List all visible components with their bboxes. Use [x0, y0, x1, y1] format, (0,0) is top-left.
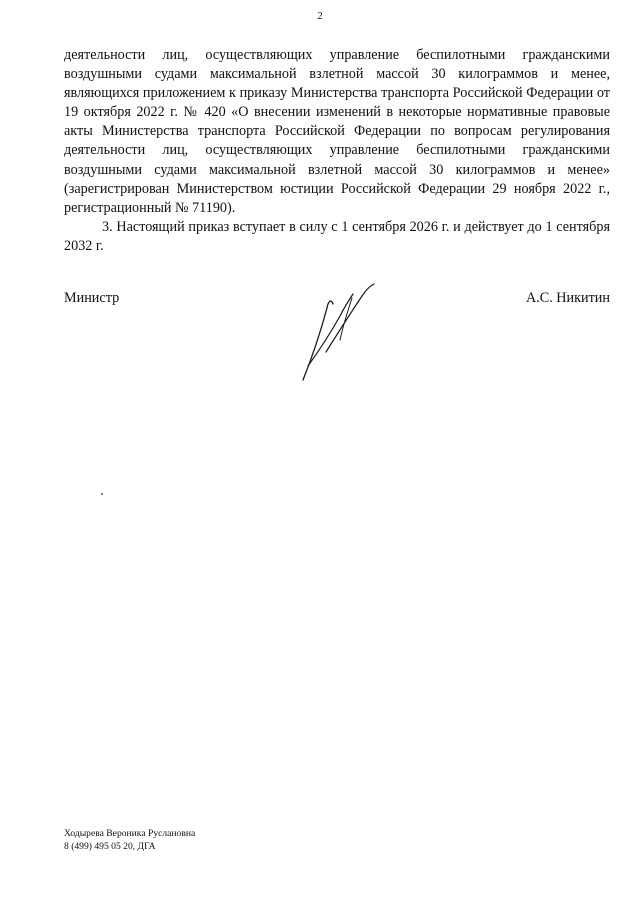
handwritten-signature	[296, 282, 386, 387]
document-body	[64, 46, 610, 256]
executor-contact	[64, 827, 195, 853]
page-number: 2	[317, 10, 323, 22]
paragraph-effective-date: 3. Настоящий приказ вступает в силу с 1 сентября 2026 г. и действует до 1 сентября 2032 г.	[64, 218, 610, 254]
executor-phone: 8 (499) 495 05 20, ДГА	[64, 841, 156, 852]
executor-name: Ходырева Вероника Руслановна	[64, 828, 196, 839]
paragraph-continuation: деятельности лиц, осуществляющих управление беспилотными гражданскими воздушными судами максимальной взлетной массой 30 килограммов и менее, являющихся приложением к приказу Министерства транспорта Российской Федерации от 19 октября 2022 г. № 420 «О внесении изменений в некоторые нормативные правовые акты Министерства транспорта Российской Федерации по вопросам регулирования деятельности лиц, осуществляющих управление беспилотными гражданскими воздушными судами максимальной взлетной массой 30 килограммов и менее» (зарегистрирован Министерством юстиции Российской Федерации 29 ноября 2022 г., регистрационный № 71190).	[64, 47, 610, 216]
signatory-name: А.С. Никитин	[525, 290, 610, 306]
scan-speck	[101, 493, 103, 495]
signatory-title: Министр	[64, 290, 120, 306]
